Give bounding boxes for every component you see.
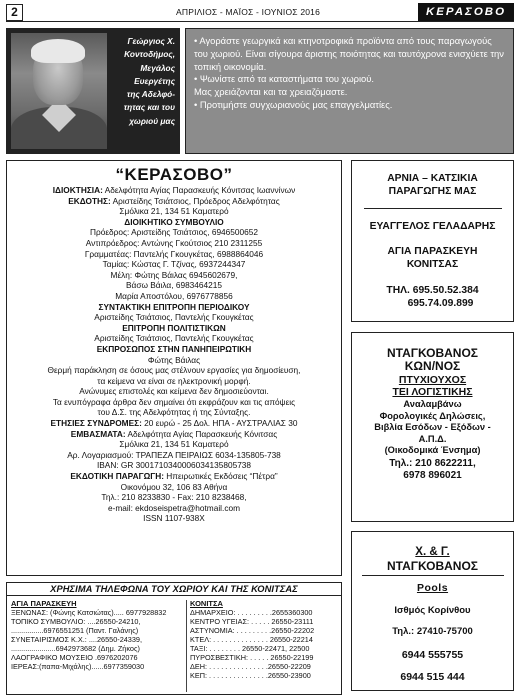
ad-qualification (352, 373, 513, 398)
phone-entry: ΚΕΝΤΡΟ ΥΓΕΙΑΣ: . . . . . 26550-23111 (190, 616, 314, 626)
ad-phone-line: ΤΗΛ. 695.50.52.384 (386, 285, 479, 296)
masthead-line (7, 259, 341, 270)
masthead-line (7, 323, 341, 334)
masthead-text: Αριστείδης Τσιάτσιος, Πρόεδρος Αδελφότητας (110, 195, 280, 206)
masthead-text: Αριστείδης Τσιάτσιος, Παντελής Γκουγκέτας (94, 333, 254, 344)
masthead-label: ΔΙΟΙΚΗΤΙΚΟ ΣΥΜΒΟΥΛΙΟ (124, 216, 224, 227)
phone-entry: ΤΟΠΙΚΟ ΣΥΜΒΟΥΛΙΟ: ....26550-24210, (11, 616, 141, 626)
ad-title-line: ΑΡΝΙΑ – ΚΑΤΣΙΚΙΑ (387, 173, 478, 184)
ad-place-line: ΑΓΙΑ ΠΑΡΑΣΚΕΥΗ (387, 246, 478, 257)
ad-initials: Χ. & Γ. (415, 546, 450, 558)
ad-service-line: Α.Π.Δ. (418, 433, 447, 444)
phone-entry: ΔΗΜΑΡΧΕΙΟ: . . . . . . . . .2655360300 (190, 607, 313, 617)
masthead-line (7, 270, 341, 281)
masthead-line (7, 513, 341, 524)
benefactor-photo (11, 33, 107, 149)
masthead-text: Μαρία Αποστόλου, 6976778856 (115, 290, 233, 301)
issue-date: ΑΠΡΙΛΙΟΣ - ΜΑΪΟΣ - ΙΟΥΝΙΟΣ 2016 (176, 7, 321, 17)
ad-phone (352, 271, 513, 310)
ad-phone-line: Τηλ.: 210 8622211, (389, 457, 476, 469)
masthead-line (7, 439, 341, 450)
masthead-text: Τα ενυπόγραφα άρθρα δεν σημαίνει ότι εκφράζουν και τις απόψεις (52, 396, 296, 407)
masthead-text: Ηπειρωτικές Εκδόσεις “Πέτρα” (163, 471, 278, 482)
masthead-line (7, 365, 341, 376)
masthead-line (7, 238, 341, 249)
column-divider (186, 600, 187, 692)
masthead-line (7, 397, 341, 408)
advice-box (185, 28, 514, 154)
phone-entry: ΛΑΟΓΡΑΦΙΚΟ ΜΟΥΣΕΙΟ .6976202076 (11, 652, 138, 662)
masthead-line (7, 386, 341, 397)
masthead-label: ΕΜΒΑΣΜΑΤΑ: (70, 428, 126, 439)
phones-village-column (11, 600, 185, 672)
caption-line: Γεώργιος Χ. (127, 36, 175, 46)
ad-title-line: ΠΑΡΑΓΩΓΗΣ ΜΑΣ (388, 185, 477, 197)
ad-lambs-goats (351, 160, 514, 322)
ad-name: ΕΥΑΓΓΕΛΟΣ ΓΕΛΑΔΑΡΗΣ (369, 221, 496, 232)
phone-entry: ................6976551251 (Παντ. Γαλάνης) (11, 625, 139, 635)
caption-line: τητας και του (123, 102, 175, 113)
ad-mobile: 6944 555755 (401, 649, 464, 661)
ad-name-line: ΚΩΝ/ΝΟΣ (404, 359, 461, 373)
phone-entry: ΔΕΗ: . . . . . . . . . . . . . . .26550-22209 (190, 661, 311, 671)
masthead-text: Γραμματέας: Παντελής Γκουγκέτας, 6988864046 (84, 248, 264, 259)
masthead-text: ISSN 1107-938X (143, 513, 205, 524)
ad-pools (351, 531, 514, 691)
caption-line: Κοντοδήμος, (124, 49, 175, 60)
phones-column-heading: ΑΓΙΑ ΠΑΡΑΣΚΕΥΗ (11, 599, 77, 608)
advice-bullet: • Ψωνίστε από τα καταστήματα του χωριού. (194, 73, 374, 85)
masthead-label: ΕΤΗΣΙΕΣ ΣΥΝΔΡΟΜΕΣ: (50, 418, 142, 429)
ad-phone-line: 6978 896021 (403, 469, 462, 481)
masthead-text: Σμόλικα 21, 134 51 Καματερό (119, 439, 229, 450)
masthead-box (6, 160, 342, 576)
ad-phone-line: 695.74.09.899 (407, 297, 474, 309)
masthead-text: Ανώνυμες επιστολές και κείμενα δεν δημοσιεύονται. (79, 386, 269, 397)
ad-mobile: 6944 515 444 (400, 671, 465, 683)
masthead-label: ΕΚΠΡΟΣΩΠΟΣ ΣΤΗΝ ΠΑΝΗΠΕΙΡΩΤΙΚΗ (96, 343, 252, 354)
ad-place-line: ΚΟΝΙΤΣΑΣ (406, 258, 459, 270)
useful-phones-box (6, 582, 342, 695)
masthead-text: Τηλ.: 210 8233830 - Fax: 210 8238468, (101, 492, 247, 503)
masthead-text: IBAN: GR 3001710340006034135805738 (96, 460, 252, 471)
ad-place (352, 232, 513, 271)
masthead-line (7, 249, 341, 260)
masthead-text: e-mail: ekdoseispetra@hotmail.com (107, 502, 240, 513)
phone-entry: ΚΕΠ: . . . . . . . . . . . . . . .26550-23900 (190, 670, 311, 680)
ad-service-line: (Οικοδομικά Ένσημα) (384, 445, 481, 456)
masthead-line (7, 450, 341, 461)
ad-qualification-line: ΤΕΙ ΛΟΓΙΣΤΙΚΗΣ (392, 385, 473, 398)
phone-entry: ......................6942973682 (Δημ. Ζήκος) (11, 643, 140, 653)
masthead-line (7, 355, 341, 366)
masthead-text: Πρόεδρος: Αριστείδης Τσιάτσιος, 6946500652 (90, 227, 258, 238)
masthead-text: Αριστείδης Τσιάτσιος, Παντελής Γκουγκέτας (94, 312, 254, 323)
masthead-line (7, 217, 341, 228)
masthead-line (7, 503, 341, 514)
ad-title (352, 161, 513, 198)
ad-name-line: ΝΤΑΓΚΟΒΑΝΟΣ (387, 346, 478, 360)
masthead-text: Αρ. Λογαριασμού: ΤΡΑΠΕΖΑ ΠΕΙΡΑΙΩΣ 6034-135805-738 (67, 449, 281, 460)
masthead-line (7, 482, 341, 493)
page-header (6, 4, 514, 22)
ad-service-line: Αναλαμβάνω (403, 399, 462, 409)
ad-services (352, 398, 513, 457)
ad-service-line: Φορολογικές Δηλώσεις, (379, 410, 486, 421)
masthead-line (7, 291, 341, 302)
caption-line: της Αδελφό- (126, 89, 175, 100)
phone-entry: ΣΥΝΕΤΑΙΡΙΣΜΟΣ Κ.Χ.: ....26550-24339, (11, 634, 143, 644)
masthead-label: ΙΔΙΟΚΤΗΣΙΑ: (52, 185, 103, 195)
masthead-line (7, 280, 341, 291)
ad-name (352, 333, 513, 373)
masthead-label: ΣΥΝΤΑΚΤΙΚΗ ΕΠΙΤΡΟΠΗ ΠΕΡΙΟΔΙΚΟΥ (98, 301, 250, 312)
phone-entry: ΙΕΡΕΑΣ:(παπα-Μιχάλης)......6977359030 (11, 661, 145, 671)
masthead-line (7, 471, 341, 482)
phone-entry: ΤΑΞΙ: . . . . . . . . 26550-22471, 22500 (190, 643, 310, 653)
masthead-text: Βάσω Βάιλα, 6983464215 (126, 280, 222, 291)
masthead-line (7, 376, 341, 387)
masthead-text: Μέλη: Φώτης Βάιλας 6945602679, (110, 269, 238, 280)
phone-entry: ΑΣΤΥΝΟΜΙΑ: . . . . . . . . .26550-22202 (190, 625, 315, 635)
masthead-line (7, 185, 341, 196)
masthead-line (7, 302, 341, 313)
masthead-label: ΕΠΙΤΡΟΠΗ ΠΟΛΙΤΙΣΤΙΚΩΝ (122, 322, 226, 333)
page-number: 2 (6, 4, 23, 21)
masthead-text: Οικονόμου 32, 106 83 Αθήνα (120, 481, 228, 492)
advice-bullet: • Προτιμήστε συγχωριανούς μας επαγγελματίες. (194, 98, 393, 110)
ad-phone (352, 457, 513, 482)
useful-phones-title: ΧΡΗΣΙΜΑ ΤΗΛΕΦΩΝΑ ΤΟΥ ΧΩΡΙΟΥ ΚΑΙ ΤΗΣ ΚΟΝΙΤΣΑΣ (7, 583, 341, 596)
masthead-line (7, 344, 341, 355)
ad-phone: Τηλ.: 27410-75700 (392, 626, 473, 637)
masthead-text: Αντιπρόεδρος: Αντώνης Γκούτσιος 210 2311255 (85, 237, 263, 248)
phone-entry: ΞΕΝΩΝΑΣ: (Φώνης Κατσιώτας)..... 6977928832 (11, 607, 167, 617)
newspaper-title: ΚΕΡΑΣΟΒΟ (418, 3, 514, 21)
ad-name: ΝΤΑΓΚΟΒΑΝΟΣ (387, 559, 478, 573)
ad-service-line: Βιβλία Εσόδων - Εξόδων - (374, 422, 491, 433)
ad-qualification-line: ΠΤΥΧΙΟΥΧΟΣ (398, 374, 467, 386)
caption-line: Μεγάλος (140, 62, 175, 73)
benefactor-box (6, 28, 180, 154)
phone-entry: ΚΤΕΛ: . . . . . . . . . . . . . . 26550-22214 (190, 634, 313, 644)
advice-line: Μας χρειάζονται και τα χρειαζόμαστε. (194, 86, 348, 98)
advice-bullet: • Αγοράστε γεωργικά και κτηνοτροφικά προϊόντα από τους παραγωγούς του χωριού. Είναι σίγουρα άριστης ποιότητας και ταυτόχρονα ενισχύετε την τοπική οικονομία. (194, 35, 504, 72)
masthead-line (7, 429, 341, 440)
ad-accountant (351, 332, 514, 522)
masthead-lines (7, 185, 341, 524)
masthead-text: Θερμή παράκληση σε όσους μας στέλνουν εργασίες για δημοσίευση, (47, 365, 301, 376)
phone-entry: ΠΥΡΟΣΒΕΣΤΙΚΗ: . . . . . 26550-22199 (190, 652, 314, 662)
masthead-line (7, 312, 341, 323)
photo-caption (109, 35, 175, 128)
masthead-label: ΕΚΔΟΤΙΚΗ ΠΑΡΑΓΩΓΗ: (70, 471, 164, 482)
phones-konitsa-column (190, 600, 340, 681)
phones-column-heading: ΚΟΝΙΤΣΑ (190, 599, 223, 608)
masthead-text: Αδελφότητα Αγίας Παρασκευής Κόνιτσας (125, 428, 278, 439)
masthead-line (7, 196, 341, 207)
masthead-text: τα κείμενα να είναι σε ηλεκτρονική μορφή. (97, 375, 251, 386)
masthead-line (7, 407, 341, 418)
masthead-label: ΕΚΔΟΤΗΣ: (68, 195, 111, 206)
masthead-line (7, 418, 341, 429)
masthead-line (7, 206, 341, 217)
masthead-text: Σμόλικα 21, 134 51 Καματερό (119, 206, 229, 217)
masthead-line (7, 227, 341, 238)
masthead-text: Φώτης Βάιλας (147, 354, 201, 365)
caption-line: χωριού μας (129, 115, 175, 126)
masthead-text: του Δ.Σ. της Αδελφότητας ή της Σύνταξης. (97, 407, 251, 418)
masthead-text: 20 ευρώ - 25 Δολ. ΗΠΑ - ΑΥΣΤΡΑΛΙΑΣ 30 (141, 418, 298, 429)
masthead-line (7, 333, 341, 344)
masthead-line (7, 460, 341, 471)
ad-place: Ισθμός Κορίνθου (394, 605, 471, 616)
masthead-text: Ταμίας: Κώστας Γ. Τζίνας, 6937244347 (102, 259, 246, 270)
masthead-title: “ΚΕΡΑΣΟΒΟ” (115, 165, 233, 184)
ad-brand: Pools (416, 582, 449, 594)
caption-line: Ευεργέτης (134, 75, 175, 86)
masthead-line (7, 492, 341, 503)
masthead-text: Αδελφότητα Αγίας Παρασκευής Κόνιτσας Ιωαννίνων (102, 185, 296, 195)
